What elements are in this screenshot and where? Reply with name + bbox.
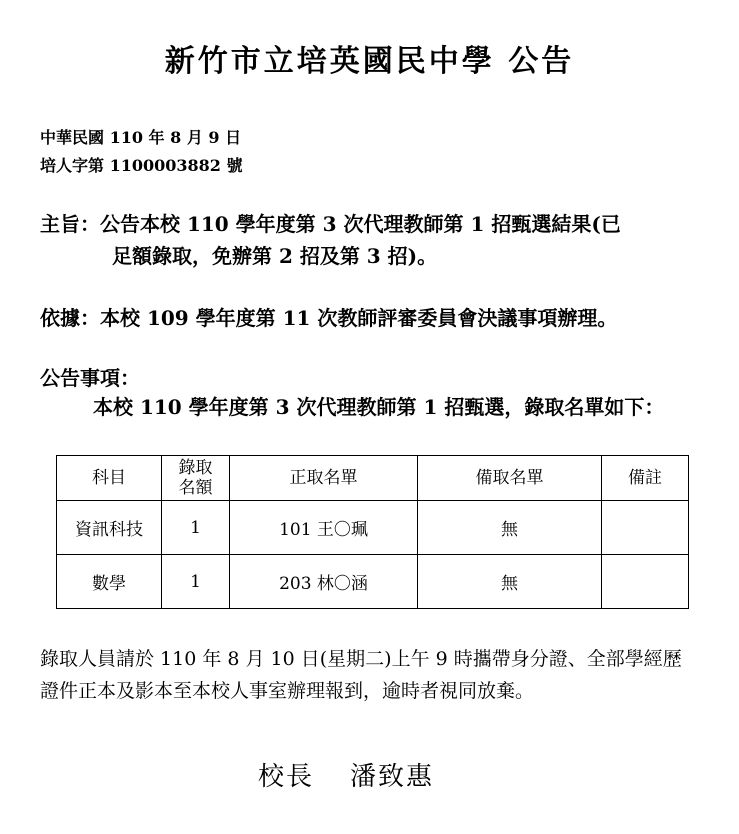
table-header-row	[57, 456, 689, 501]
basis-text: 本校 109 學年度第 11 次教師評審委員會決議事項辦理。	[100, 306, 618, 330]
document-date: 中華民國 110 年 8 月 9 日	[40, 128, 242, 147]
table-row	[57, 501, 689, 555]
document-number: 培人字第 1100003882 號	[40, 156, 243, 175]
cell-quota: 1	[162, 555, 230, 609]
header-remarks: 備註	[602, 456, 689, 501]
basis-label: 依據：	[40, 306, 100, 330]
subject-paragraph	[40, 208, 710, 272]
cell-subject: 數學	[57, 555, 162, 609]
table-row	[57, 555, 689, 609]
basis-paragraph	[40, 302, 710, 334]
cell-subject: 資訊科技	[57, 501, 162, 555]
document-title: 新竹市立培英國民中學 公告	[164, 44, 575, 79]
cell-admitted: 203 林〇涵	[230, 555, 418, 609]
notice-text: 本校 110 學年度第 3 次代理教師第 1 招甄選，錄取名單如下：	[93, 395, 665, 419]
header-subject: 科目	[57, 456, 162, 501]
cell-waitlist: 無	[418, 555, 602, 609]
cell-admitted: 101 王〇珮	[230, 501, 418, 555]
subject-line-2: 足額錄取，免辦第 2 招及第 3 招)。	[112, 244, 438, 268]
subject-line-1: 公告本校 110 學年度第 3 次代理教師第 1 招甄選結果(已	[100, 212, 621, 236]
header-quota: 錄取名額	[162, 456, 230, 501]
cell-remarks	[602, 555, 689, 609]
signature-name: 潘致惠	[350, 762, 435, 792]
subject-label: 主旨：	[40, 212, 100, 236]
signature-role: 校長	[258, 762, 315, 792]
cell-quota: 1	[162, 501, 230, 555]
header-admitted: 正取名單	[230, 456, 418, 501]
signature-block	[258, 756, 434, 793]
admission-result-table	[56, 455, 689, 609]
notice-heading: 公告事項：	[40, 366, 140, 390]
closing-paragraph: 錄取人員請於 110 年 8 月 10 日(星期二)上午 9 時攜帶身分證、全部學經歷證件正本及影本至本校人事室辦理報到，逾時者視同放棄。	[40, 648, 682, 702]
cell-waitlist: 無	[418, 501, 602, 555]
header-waitlist: 備取名單	[418, 456, 602, 501]
cell-remarks	[602, 501, 689, 555]
